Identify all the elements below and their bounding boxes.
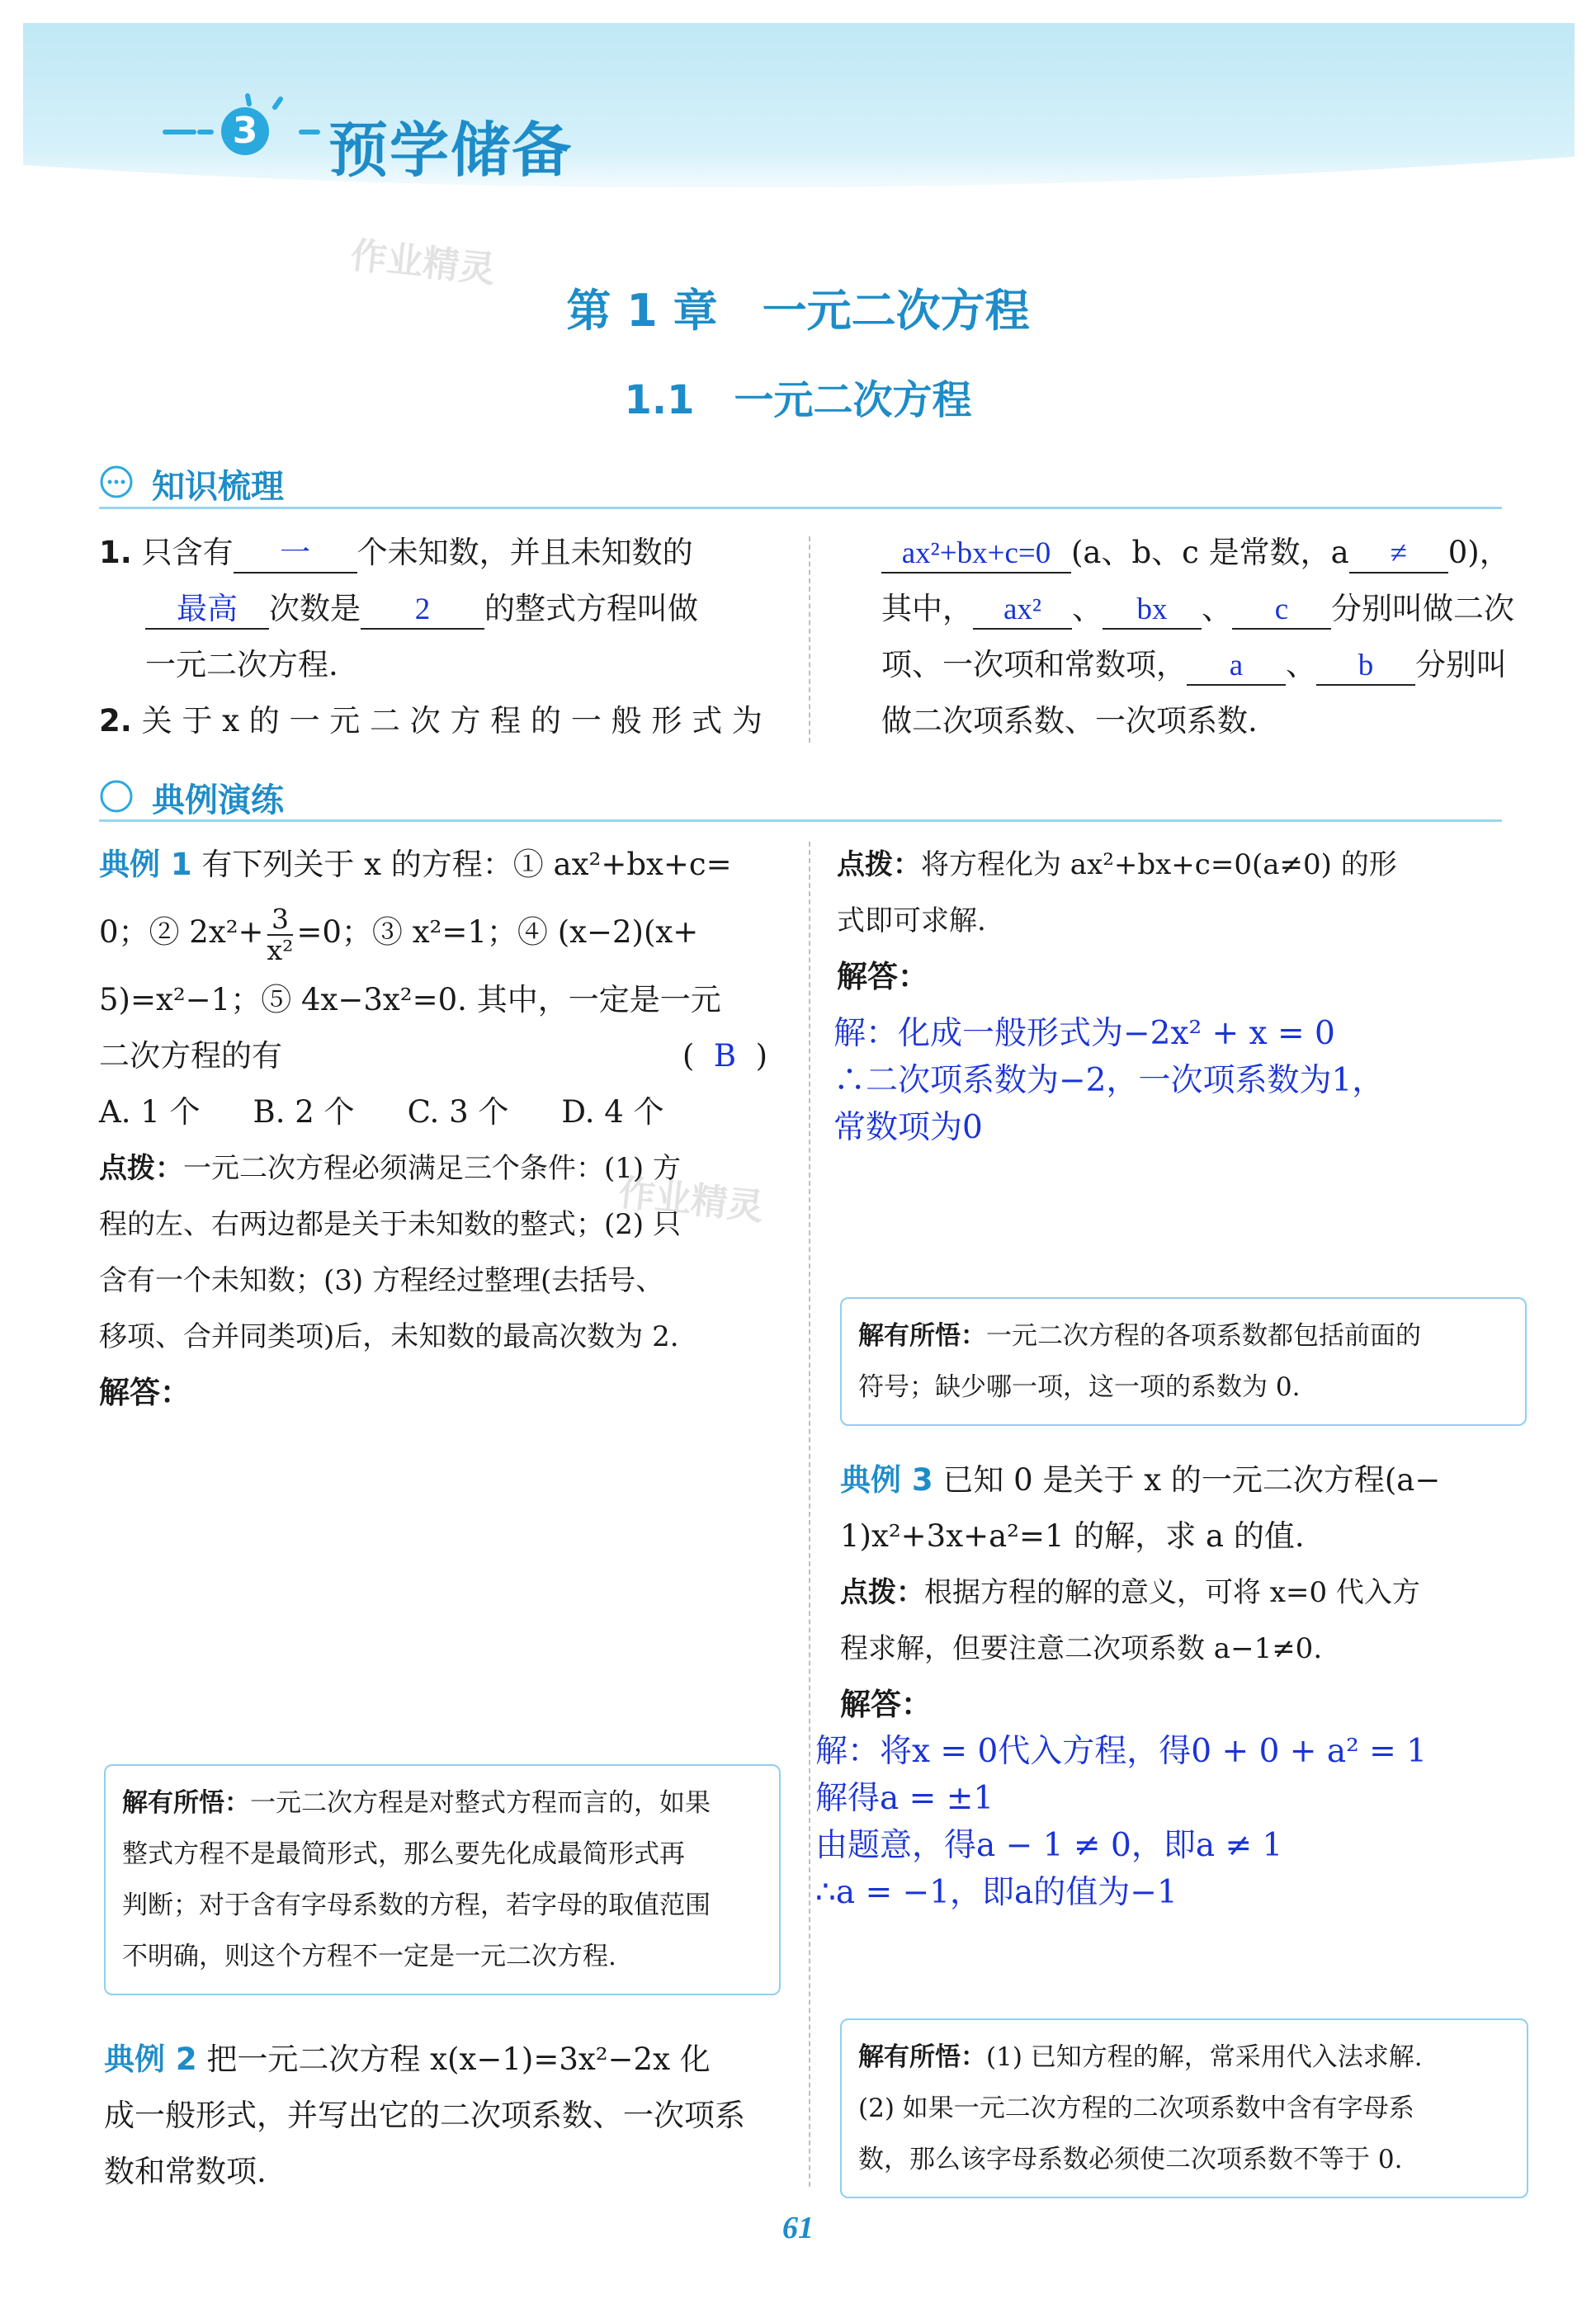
example-1-answer[interactable]: B [713,1038,737,1074]
column-divider [809,842,810,2187]
example-3-text: 1)x²+3x+a²=1 的解，求 a 的值. [840,1518,1305,1554]
q1-blank-1[interactable]: 一 [234,536,357,574]
insight-label: 解有所悟： [858,2042,986,2072]
example-1-text: 5)=x²−1；⑤ 4x−3x²=0. 其中，一定是一元 [99,982,721,1017]
insight-text: 一元二次方程是对整式方程而言的，如果 [250,1788,711,1818]
tip-label: 点拨： [837,848,921,881]
answer-paren: ( [682,1038,695,1074]
q2-text: 分别叫做二次 [1331,591,1514,626]
separator: 、 [1202,591,1232,626]
q2-number: 2. [99,703,132,739]
insight-text: 整式方程不是最简形式，那么要先化成最简形式再 [122,1839,685,1869]
answer-line: 常数项为0 [833,1109,983,1146]
example-1-text: 二次方程的有 [99,1038,282,1074]
insight-text: 符号；缺少哪一项，这一项的系数为 0. [858,1372,1301,1402]
example-2 [104,2032,781,2200]
chapter-title: 第 1 章 一元二次方程 [566,285,1030,337]
q2-blank-c[interactable]: c [1232,592,1331,630]
separator: 、 [1286,647,1316,682]
option-d: D. 4 个 [561,1094,664,1130]
example-2-label: 典例 2 [104,2042,197,2077]
q1-text: 的整式方程叫做 [484,591,698,626]
chat-bubble-icon [99,465,134,499]
q2-text: 分别叫 [1415,647,1507,682]
q1-blank-2[interactable]: 最高 [145,592,269,630]
tip-text: 式即可求解. [837,904,986,937]
answer-paren: ) [755,1038,767,1074]
insight-label: 解有所悟： [858,1321,986,1351]
separator: 、 [1072,591,1103,626]
tip-text: 程的左、右两边都是关于未知数的整式；(2) 只 [99,1208,681,1241]
q2-blank-b[interactable]: b [1316,648,1415,686]
example-3 [840,1452,1525,1733]
answer-line: 解：将x = 0代入方程，得0 + 0 + a² = 1 [815,1733,1428,1770]
fraction [267,904,294,965]
q2-text: 项、一次项和常数项， [881,647,1187,682]
insight-box-3 [840,2018,1528,2198]
example-1-text: =0；③ x²=1；④ (x−2)(x+ [296,914,699,950]
q2-blank-ax2[interactable]: ax² [973,592,1072,630]
tip-label: 点拨： [99,1152,183,1185]
example-1-text: 有下列关于 x 的方程：① ax²+bx+c= [201,847,732,882]
example-2-text: 成一般形式，并写出它的二次项系数、一次项系 [104,2098,745,2133]
insight-text: 不明确，则这个方程不一定是一元二次方程. [122,1942,616,1971]
header-divider [99,507,1502,509]
answer-line: 解：化成一般形式为−2x² + x = 0 [833,1015,1335,1052]
tip-text: 根据方程的解的意义，可将 x=0 代入方 [924,1576,1420,1609]
insight-label: 解有所悟： [122,1788,250,1818]
tip-label: 点拨： [840,1576,924,1609]
fraction-denominator: x² [267,933,294,966]
knowledge-q1 [99,525,776,749]
insight-box-1 [104,1764,781,1995]
q2-blank-a[interactable]: a [1187,648,1286,686]
example-1 [99,837,776,1421]
q2-blank-neq[interactable]: ≠ [1349,536,1448,574]
q2-text: (a、b、c 是常数，a [1071,535,1349,570]
insight-text: 数，那么该字母系数必须使二次项系数不等于 0. [858,2145,1403,2174]
knowledge-header: 知识梳理 [152,468,284,506]
handwritten-answer-3 [815,1728,1533,1916]
q1-text: 个未知数，并且未知数的 [357,535,693,570]
section-number-badge: 3 [221,107,269,155]
q2-text: 做二次项系数、一次项系数. [881,703,1258,739]
example-3-text: 已知 0 是关于 x 的一元二次方程(a− [942,1462,1441,1498]
insight-text: (1) 已知方程的解，常采用代入法求解. [986,2042,1423,2072]
example-1-label: 典例 1 [99,847,192,882]
answer-line: 解得a = ±1 [815,1780,994,1817]
header-divider [99,819,1502,822]
answer-line: ∴二次项系数为−2，一次项系数为1， [833,1062,1385,1099]
page-number: 61 [782,2211,814,2245]
answer-label: 解答： [99,1375,191,1410]
section-title: 1.1 一元二次方程 [624,377,972,423]
example-1-text: 0；② 2x²+ [99,914,264,950]
example-2-text: 把一元二次方程 x(x−1)=3x²−2x 化 [206,2042,711,2077]
watermark: 作业精灵 [616,1171,766,1230]
insight-box-2 [840,1297,1527,1426]
answer-line: ∴a = −1，即a的值为−1 [815,1874,1178,1911]
tip-text: 将方程化为 ax²+bx+c=0(a≠0) 的形 [921,848,1397,881]
q2-text: 关 于 x 的 一 元 二 次 方 程 的 一 般 形 式 为 [141,703,763,739]
q2-text: 其中， [881,591,973,626]
compass-icon [99,779,134,814]
tip-text: 程求解，但要注意二次项系数 a−1≠0. [840,1632,1323,1665]
q1-blank-3[interactable]: 2 [361,592,484,630]
q1-text: 只含有 [141,535,234,570]
q2-blank-form[interactable]: ax²+bx+c=0 [881,536,1071,574]
fraction-numerator: 3 [267,904,294,936]
option-a: A. 1 个 [99,1094,201,1130]
tip-text: 一元二次方程必须满足三个条件：(1) 方 [183,1152,681,1185]
q2-blank-bx[interactable]: bx [1103,592,1202,630]
examples-header: 典例演练 [152,781,284,819]
answer-label: 解答： [840,1687,932,1722]
answer-line: 由题意，得a − 1 ≠ 0，即a ≠ 1 [815,1827,1283,1864]
q1-number: 1. [99,535,132,570]
example-3-label: 典例 3 [840,1462,933,1498]
tip-text: 含有一个未知数；(3) 方程经过整理(去括号、 [99,1264,664,1297]
insight-text: (2) 如果一元二次方程的二次项系数中含有字母系 [858,2094,1414,2123]
example-2-solution [837,837,1522,1005]
insight-text: 一元二次方程的各项系数都包括前面的 [986,1321,1421,1351]
handwritten-answer-2 [833,1010,1527,1151]
example-2-text: 数和常数项. [104,2154,267,2189]
q1-text: 一元二次方程. [145,647,338,682]
tip-text: 移项、合并同类项)后，未知数的最高次数为 2. [99,1320,679,1353]
q2-text: 0)， [1447,535,1510,570]
column-divider [809,536,810,743]
answer-label: 解答： [837,959,928,994]
knowledge-q2-cont [881,525,1525,749]
q1-text: 次数是 [269,591,361,626]
option-b: B. 2 个 [253,1094,355,1130]
watermark: 作业精灵 [348,234,498,292]
insight-text: 判断；对于含有字母系数的方程，若字母的取值范围 [122,1891,711,1920]
section-banner-title: 预学储备 [328,116,574,185]
option-c: C. 3 个 [407,1094,509,1130]
